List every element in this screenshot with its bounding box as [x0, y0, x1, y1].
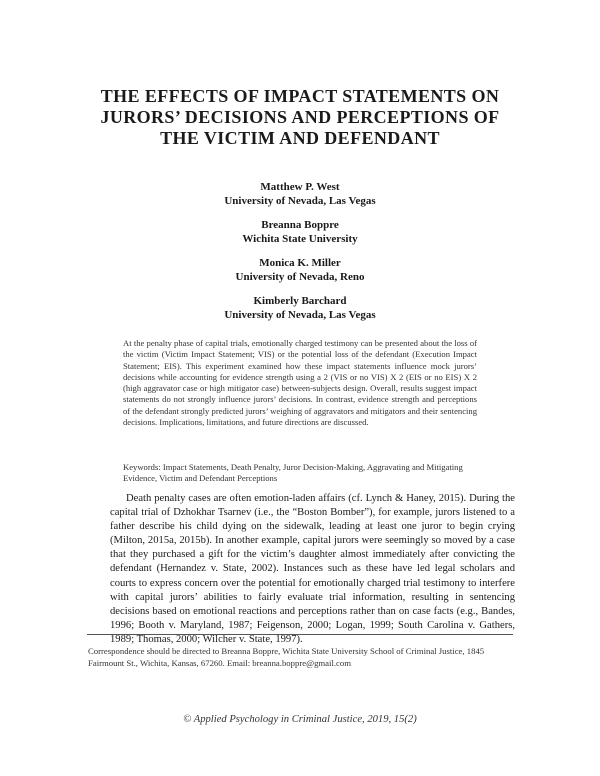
footnote-divider	[87, 634, 513, 635]
title-line: THE EFFECTS OF IMPACT STATEMENTS ON	[100, 86, 500, 106]
author-block	[100, 256, 500, 284]
author-block	[100, 218, 500, 246]
paper-title	[60, 86, 540, 149]
author-affiliation: University of Nevada, Reno	[235, 271, 365, 283]
author-name: Breanna Boppre	[261, 219, 339, 231]
author-name: Matthew P. West	[260, 181, 340, 193]
author-list	[100, 180, 500, 332]
title-line: JURORS’ DECISIONS AND PERCEPTIONS OF	[100, 107, 500, 127]
author-affiliation: University of Nevada, Las Vegas	[224, 309, 376, 321]
author-block	[100, 180, 500, 208]
correspondence-note: Correspondence should be directed to Breanna Boppre, Wichita State University School of Criminal Justice, 1845 Fairmount St., Wichita, Kansas, 67260. Email: breanna.boppre@gmail.com	[88, 646, 485, 668]
author-name: Monica K. Miller	[259, 257, 341, 269]
author-name: Kimberly Barchard	[253, 295, 347, 307]
author-block	[100, 294, 500, 322]
journal-footer: © Applied Psychology in Criminal Justice, 2019, 15(2)	[183, 714, 417, 725]
author-affiliation: University of Nevada, Las Vegas	[224, 195, 376, 207]
abstract: At the penalty phase of capital trials, emotionally charged testimony can be presented about the loss of the victim (Victim Impact Statement; VIS) or the potential loss of the defendant (Execution Impact Statement; EIS). This experiment examined how these impact statements influence mock jurors’ decisions while accounting for evidence strength using a 2 (VIS or no VIS) X 2 (EIS or no EIS) X 2 (high aggravator case or high mitigator case) between-subjects design. Overall, results suggest impact statements do not strongly influence jurors’ decisions. In contrast, evidence strength and perceptions of the defendant strongly predicted jurors’ weighing of aggravators and mitigators and their sentencing decisions. Implications, limitations, and future directions are discussed.	[123, 338, 477, 428]
author-affiliation: Wichita State University	[242, 233, 358, 245]
body-paragraph: Death penalty cases are often emotion-laden affairs (cf. Lynch & Haney, 2015). During the capital trial of Dzhokhar Tsarnev (i.e., the “Boston Bomber”), for example, jurors listened to a father describe his child dying on the sidewalk, leading at least one juror to begin crying (Milton, 2015a, 2015b). In another example, capital jurors were seemingly so moved by a case that they purchased a gift for the victim’s daughter almost immediately after convicting the defendant (Hernandez v. State, 2002). Instances such as these have led legal scholars and courts to express concern over the potential for emotionally charged trial testimony to interfere with capital jurors’ abilities to fairly evaluate trial information, resulting in sentencing decisions based on emotional reactions and perceptions rather than on case facts (e.g., Bandes, 1996; Booth v. Maryland, 1987; Feigenson, 2000; Logan, 1999; South Carolina v. Gathers, 1989; Thomas, 2000; Wilcher v. State, 1997).	[110, 493, 515, 645]
keywords: Keywords: Impact Statements, Death Penalty, Juror Decision-Making, Aggravating and Mitigating Evidence, Victim and Defendant Perceptions	[123, 462, 463, 484]
title-line: THE VICTIM AND DEFENDANT	[160, 128, 440, 148]
